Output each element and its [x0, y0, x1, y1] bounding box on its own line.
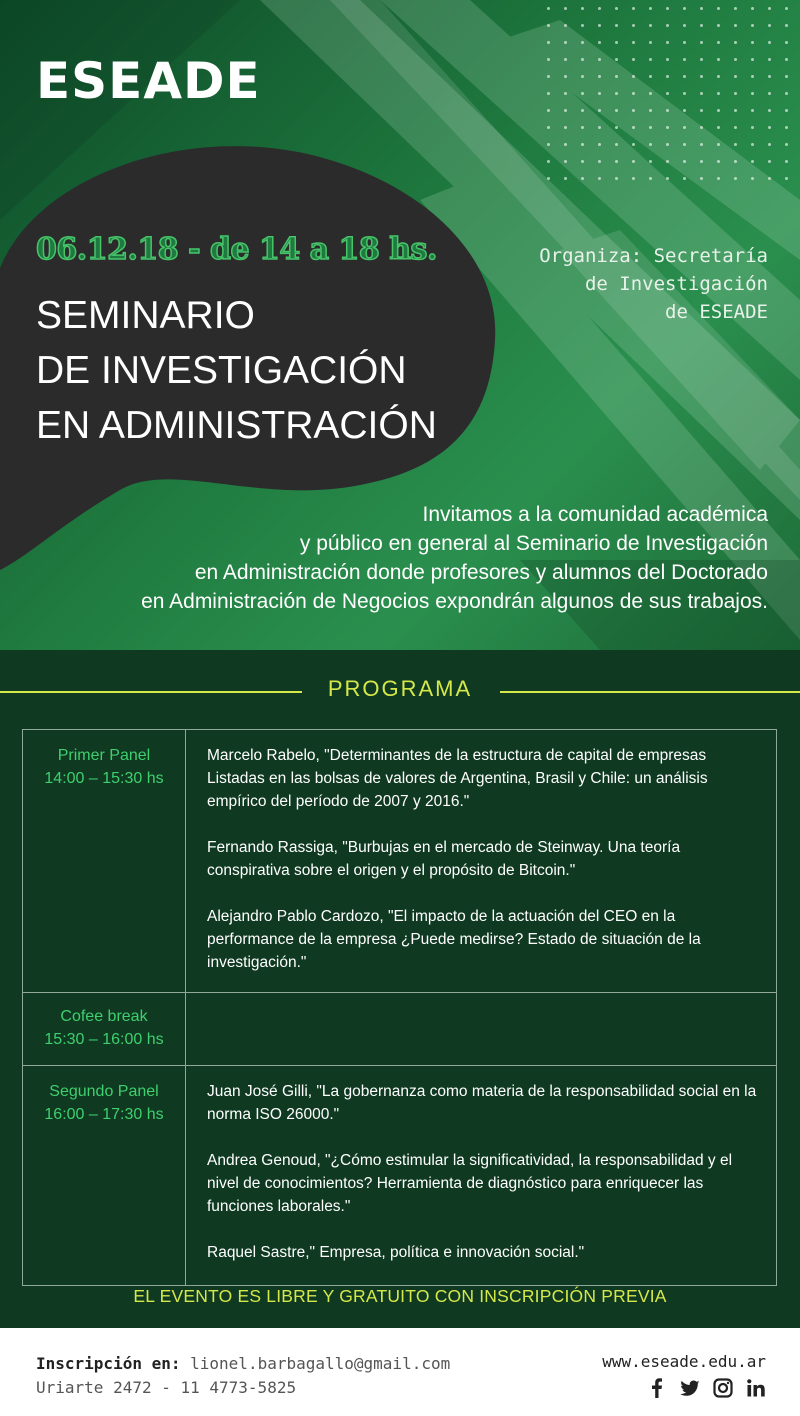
title-line: DE INVESTIGACIÓN — [36, 349, 407, 392]
table-row — [23, 993, 777, 1066]
panel-name: Primer Panel — [57, 747, 151, 764]
invitation-line: en Administración de Negocios expondrán algunos de sus trabajos. — [141, 590, 768, 613]
website-link[interactable]: www.eseade.edu.ar — [602, 1352, 766, 1371]
registration-email[interactable]: lionel.barbagallo@gmail.com — [190, 1354, 451, 1373]
event-date-time: 06.12.18 - de 14 a 18 hs. — [36, 232, 437, 267]
invitation-line: Invitamos a la comunidad académica — [422, 503, 768, 526]
event-title — [36, 288, 437, 453]
organizer-line: Organiza: Secretaría — [539, 245, 768, 267]
program-section — [0, 650, 800, 1328]
hero-section — [0, 0, 800, 650]
talk-item: Fernando Rassiga, "Burbujas en el mercado de Steinway. Una teoría conspirativa sobre el origen y el propósito de Bitcoin." — [207, 839, 681, 879]
talk-item: Juan José Gilli, "La gobernanza como materia de la responsabilidad social en la norma ISO 26000." — [207, 1083, 757, 1123]
invitation-text — [68, 500, 768, 616]
panel-cell — [23, 993, 186, 1066]
invitation-line: y público en general al Seminario de Investigación — [299, 532, 768, 555]
talks-cell — [186, 1066, 777, 1286]
free-event-notice: EL EVENTO ES LIBRE Y GRATUITO CON INSCRIPCIÓN PREVIA — [133, 1286, 667, 1306]
invitation-line: en Administración donde profesores y alumnos del Doctorado — [194, 561, 768, 584]
social-links — [647, 1378, 766, 1398]
facebook-icon[interactable] — [647, 1378, 667, 1398]
panel-cell — [23, 730, 186, 993]
talks-cell — [186, 730, 777, 993]
talks-cell — [186, 993, 777, 1066]
table-row — [23, 730, 777, 993]
organizer-line: de Investigación — [584, 273, 768, 295]
instagram-icon[interactable] — [713, 1378, 733, 1398]
talk-item: Alejandro Pablo Cardozo, "El impacto de la actuación del CEO en la performance de la empresa ¿Puede medirse? Estado de situación de la investigación." — [207, 908, 701, 971]
title-line: EN ADMINISTRACIÓN — [36, 404, 437, 447]
program-header — [0, 676, 800, 706]
table-row — [23, 1066, 777, 1286]
panel-time: 16:00 – 17:30 hs — [44, 1106, 164, 1123]
talk-item: Raquel Sastre," Empresa, política e innovación social." — [207, 1244, 585, 1261]
twitter-icon[interactable] — [680, 1378, 700, 1398]
address: Uriarte 2472 - 11 4773-5825 — [36, 1378, 297, 1397]
linkedin-icon[interactable] — [746, 1378, 766, 1398]
divider-right — [500, 691, 800, 693]
footer — [0, 1328, 800, 1416]
panel-time: 14:00 – 15:30 hs — [44, 770, 164, 787]
organizer-text — [448, 242, 768, 326]
program-table — [22, 729, 777, 1286]
registration-info — [36, 1352, 450, 1400]
panel-time: 15:30 – 16:00 hs — [44, 1031, 164, 1048]
panel-name: Segundo Panel — [49, 1083, 159, 1100]
talk-item: Marcelo Rabelo, "Determinantes de la estructura de capital de empresas Listadas en las bolsas de valores de Argentina, Brasil y Chile: un análisis empírico del período de 2007 y 2016." — [207, 747, 708, 810]
registration-label: Inscripción en: — [36, 1354, 181, 1373]
organizer-line: de ESEADE — [665, 301, 768, 323]
panel-name: Cofee break — [60, 1008, 148, 1025]
panel-cell — [23, 1066, 186, 1286]
talk-item: Andrea Genoud, "¿Cómo estimular la significatividad, la responsabilidad y el nivel de conocimientos? Herramienta de diagnóstico para enriquecer las funciones laborales." — [207, 1152, 733, 1215]
program-heading: PROGRAMA — [327, 676, 473, 701]
title-line: SEMINARIO — [36, 294, 255, 337]
eseade-logo: ESEADE — [36, 52, 261, 110]
